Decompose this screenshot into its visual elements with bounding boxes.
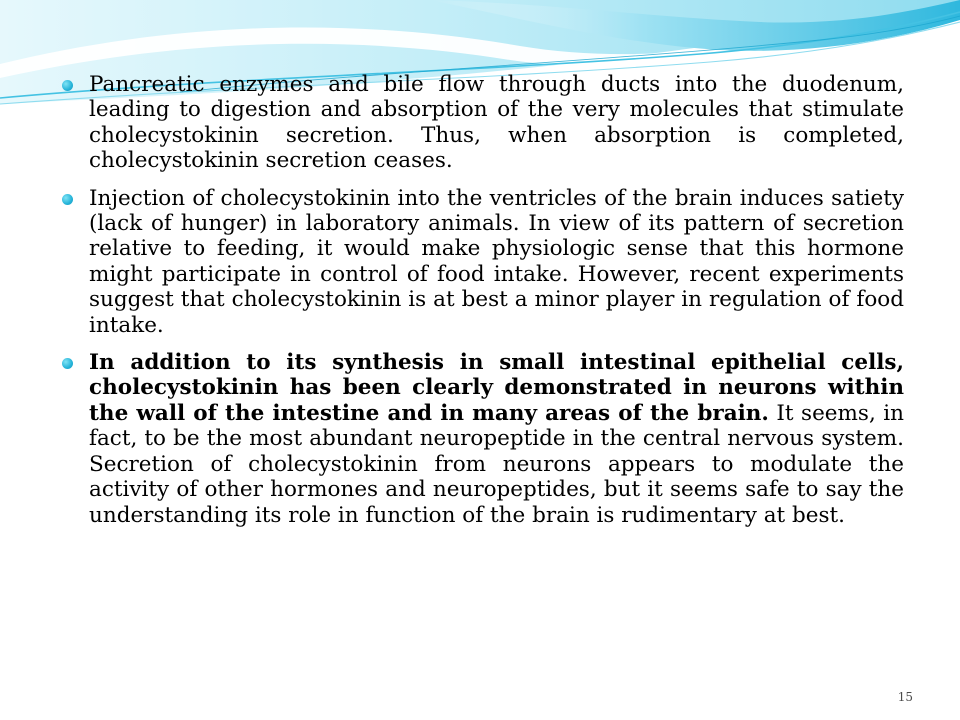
bullet-item-1 [62,72,904,174]
bullet-list [62,72,904,540]
bullet-dot-icon [62,358,73,369]
bullet-bold-text: In addition to its synthesis in small intestinal epithelial cells, cholecystokinin has been clearly demonstrated in neurons within the wall of the intestine and in many areas of the brain. [89,350,904,426]
page-number: 15 [897,690,913,704]
bullet-text: Injection of cholecystokinin into the ventricles of the brain induces satiety (lack of hunger) in laboratory animals. In view of its pattern of secretion relative to feeding, it would make physiologic sense that this hormone might participate in control of food intake. However, recent experiments suggest that cholecystokinin is at best a minor player in regulation of food intake. [89,185,904,338]
bullet-item-2 [62,186,904,338]
bullet-dot-icon [62,80,73,91]
bullet-text: It seems, in fact, to be the most abundant neuropeptide in the central nervous system. Secretion of cholecystokinin from neurons appears to modulate the activity of other hormones and neuropeptides, but it seems safe to say the understanding its role in function of the brain is rudimentary at best. [89,400,904,528]
bullet-text: Pancreatic enzymes and bile flow through ducts into the duodenum, leading to digestion and absorption of the very molecules that stimulate cholecystokinin secretion. Thus, when absorption is completed, cholecystokinin secretion ceases. [89,72,904,174]
bullet-item-3 [62,350,904,528]
bullet-dot-icon [62,194,73,205]
